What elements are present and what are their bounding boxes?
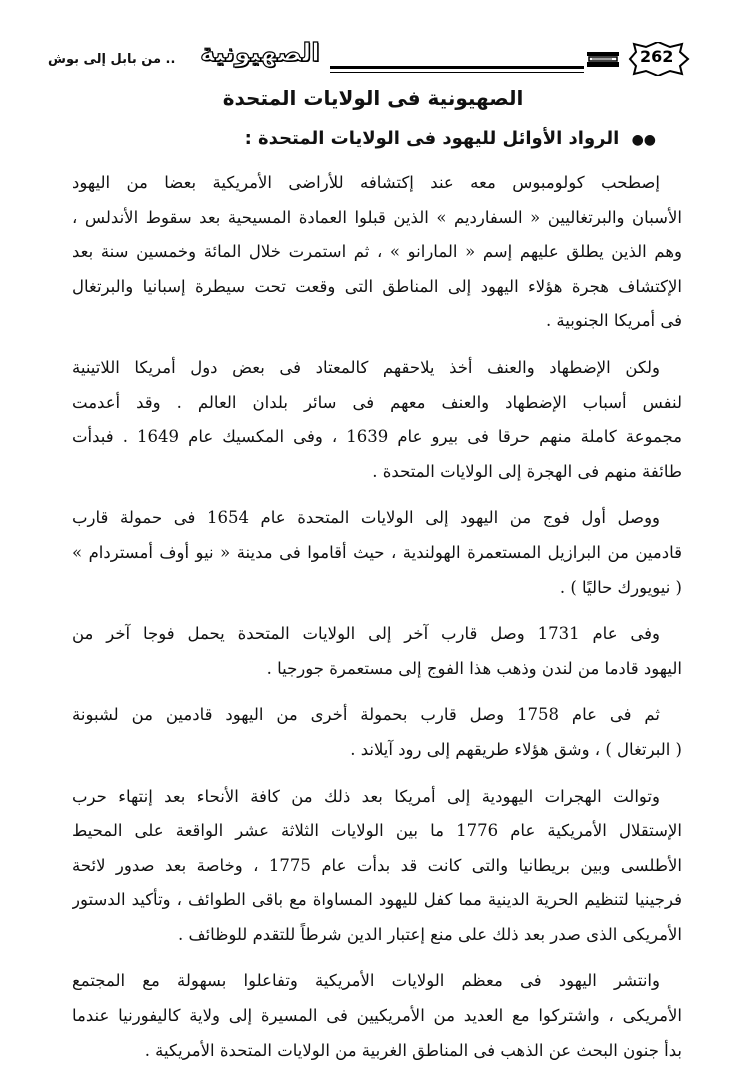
book-stack-icon xyxy=(586,50,620,68)
text-line: طائفة منهم فى الهجرة إلى الولايات المتحدة . xyxy=(372,461,682,481)
text-line: ثم فى عام 1758 وصل قارب بحمولة أخرى من اليهود قادمين من لشبونة xyxy=(72,705,660,725)
paragraph xyxy=(72,698,682,767)
text-line: الأمريكى ، واشتركوا مع العديد من الأمريكيين فى المسيرة إلى ولاية كاليفورنيا عندما xyxy=(72,1006,682,1026)
section-heading xyxy=(96,128,656,149)
header-rule-thin xyxy=(330,72,584,73)
page-number: 262 xyxy=(640,47,674,66)
paragraph xyxy=(72,617,682,686)
text-line: لنفس أسباب الإضطهاد والعنف معهم فى سائر بلدان العالم . وقد أعدمت xyxy=(72,392,682,412)
text-line: وفى عام 1731 وصل قارب آخر إلى الولايات المتحدة يحمل فوجا آخر من xyxy=(72,624,660,644)
header-rule xyxy=(330,66,584,69)
book-subtitle: .. من بابل إلى بوش xyxy=(48,52,176,67)
text-line: الإكتشاف هجرة هؤلاء اليهود إلى المناطق التى وقعت تحت سيطرة إسبانيا والبرتغال xyxy=(72,276,682,296)
text-line: ولكن الإضطهاد والعنف أخذ يلاحقهم كالمعتاد فى بعض دول أمريكا اللاتينية xyxy=(72,357,660,377)
body-text xyxy=(72,166,682,1080)
text-line: فى أمريكا الجنوبية . xyxy=(545,311,682,331)
paragraph xyxy=(72,166,682,339)
text-line: فرجينيا لتنظيم الحرية الدينية مما كفل لليهود المساواة مع باقى الطوائف ، وتأكيد الدستور xyxy=(72,890,682,910)
page-header xyxy=(40,38,690,86)
text-line: مجموعة كاملة منهم حرقا فى بيرو عام 1639 ، وفى المكسيك عام 1649 . فبدأت xyxy=(72,427,682,447)
text-line: وانتشر اليهود فى معظم الولايات الأمريكية وتفاعلوا بسهولة مع المجتمع xyxy=(72,971,660,991)
text-line: اليهود قادما من لندن وذهب هذا الفوج إلى مستعمرة جورجيا . xyxy=(266,658,682,678)
text-line: الأمريكى الذى صدر بعد ذلك على منع إعتبار الدين شرطاً للتقدم للوظائف . xyxy=(178,924,682,944)
chapter-title: الصهيونية فى الولايات المتحدة xyxy=(222,86,524,110)
paragraph xyxy=(72,351,682,489)
text-line: إصطحب كولومبوس معه عند إكتشافه للأراضى الأمريكية بعضا من اليهود xyxy=(72,173,660,192)
text-line: وهم الذين يطلق عليهم إسم « المارانو » ، ثم استمرت خلال المائة وخمسين سنة بعد xyxy=(72,242,682,262)
text-line: الأسبان والبرتغاليين « السفارديم » الذين قبلوا العمادة المسيحية بعد سقوط الأندلس ، xyxy=(72,207,682,227)
text-line: قادمين من البرازيل المستعمرة الهولندية ، حيث أقاموا فى مدينة « نيو أوف أمستردام » xyxy=(72,542,682,562)
text-line: بدأ جنون البحث عن الذهب فى المناطق الغربية من الولايات المتحدة الأمريكية . xyxy=(144,1040,682,1060)
text-line: وتوالت الهجرات اليهودية إلى أمريكا بعد ذلك من كافة الأنحاء بعد إنتهاء حرب xyxy=(72,786,660,806)
book-title: الصهيونية xyxy=(200,38,320,67)
paragraph xyxy=(72,501,682,605)
paragraph xyxy=(72,780,682,953)
text-line: ووصل أول فوج من اليهود إلى الولايات المتحدة عام 1654 فى حمولة قارب xyxy=(72,508,661,528)
text-line: ( البرتغال ) ، وشق هؤلاء طريقهم إلى رود آيلاند . xyxy=(350,739,682,759)
text-line: الأطلسى وبين بريطانيا والتى كانت قد بدأت عام 1775 ، وخاصة بعد صدور لائحة xyxy=(72,855,682,875)
page-number-badge xyxy=(626,42,690,76)
bullet-icon: ●● xyxy=(631,132,656,148)
section-heading-text: الرواد الأوائل لليهود فى الولايات المتحدة : xyxy=(244,128,620,149)
text-line: ( نيويورك حاليًا ) . xyxy=(559,577,682,597)
paragraph xyxy=(72,964,682,1068)
text-line: الإستقلال الأمريكية عام 1776 ما بين الولايات الثلاثة عشر الواقعة على المحيط xyxy=(72,821,682,841)
